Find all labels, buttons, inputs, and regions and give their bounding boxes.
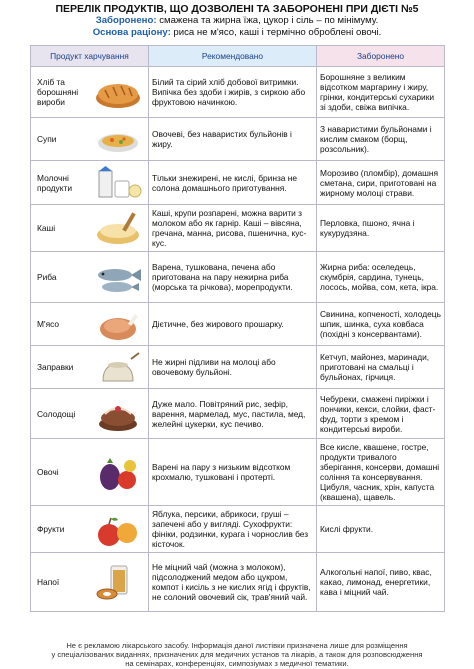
food-cell xyxy=(31,118,149,161)
forbidden-cell: Борошняне з великим відсотком маргарину і жиру, грінки, кондитерські сухарики зі здоби, свіжа випічка. xyxy=(317,67,445,118)
basis-label: Основа раціону: xyxy=(92,27,171,38)
food-name: Солодощі xyxy=(37,408,76,419)
page-title: ПЕРЕЛІК ПРОДУКТІВ, ЩО ДОЗВОЛЕНІ ТА ЗАБОРОНЕНІ ПРИ ДІЄТІ №5 xyxy=(55,3,419,15)
column-header-recommended: Рекомендовано xyxy=(149,46,317,67)
table-row xyxy=(31,506,445,553)
food-name: Фрукти xyxy=(37,524,65,534)
recommended-cell: Овочеві, без наваристих бульйонів і жиру. xyxy=(149,118,317,161)
food-name: Риба xyxy=(37,272,57,282)
basis-text: риса не м'ясо, каші і термічно оброблені овочі. xyxy=(170,27,382,38)
recommended-cell: Варені на пару з низьким відсотком крохмалю, тушковані і протерті. xyxy=(149,439,317,506)
forbidden-summary xyxy=(0,15,474,27)
sauce-icon xyxy=(93,347,143,387)
footer-disclaimer xyxy=(0,641,474,668)
fruits-icon xyxy=(93,509,143,549)
food-cell xyxy=(31,346,149,389)
food-cell xyxy=(31,161,149,205)
forbidden-label: Заборонено: xyxy=(95,15,157,26)
sweets-icon xyxy=(93,394,143,434)
food-name: Молочні продукти xyxy=(37,172,73,193)
table-row xyxy=(31,118,445,161)
food-name: Супи xyxy=(37,134,57,144)
forbidden-cell: Морозиво (пломбір), домашня сметана, сири, приготовані на жирному молоці страви. xyxy=(317,161,445,205)
recommended-cell: Білий та сірий хліб добової витримки. Випічка без здоби і жирів, з сиркою або фруктовою начинкою. xyxy=(149,67,317,118)
diet-table xyxy=(30,45,445,612)
recommended-cell: Каші, крупи розпарені, можна варити з молоком або як гарнір. Каші – вівсяна, гречана, манна, рисова, пшенична, кус-кус. xyxy=(149,205,317,252)
food-cell xyxy=(31,67,149,118)
porridge-icon xyxy=(93,208,143,248)
forbidden-text: смажена та жирна їжа, цукор і сіль – по мінімуму. xyxy=(156,15,379,26)
recommended-cell: Дієтичне, без жирового прошарку. xyxy=(149,303,317,346)
bread-icon xyxy=(93,72,143,112)
table-row xyxy=(31,67,445,118)
column-header-food: Продукт харчування xyxy=(31,46,149,67)
food-cell xyxy=(31,439,149,506)
food-cell xyxy=(31,506,149,553)
food-name: Хліб та борошняні вироби xyxy=(37,77,79,107)
fish-icon xyxy=(93,257,143,297)
forbidden-cell: Жирна риба: оселедець, скумбрія, сардина, тунець, лосось, мойва, сом, кета, ікра. xyxy=(317,252,445,303)
column-header-forbidden: Заборонено xyxy=(317,46,445,67)
vegetables-icon xyxy=(93,452,143,492)
recommended-cell: Не міцний чай (можна з молоком), підсолоджений медом або цукром, компот і кисіль з не кислих ягід і фруктів, не солоний овочевий сік, трав'яний чай. xyxy=(149,553,317,612)
food-name: Напої xyxy=(37,577,60,587)
forbidden-cell: Перловка, пшоно, ячна і кукурудзяна. xyxy=(317,205,445,252)
table-row xyxy=(31,161,445,205)
table-row xyxy=(31,439,445,506)
food-name: Заправки xyxy=(37,362,74,372)
table-row xyxy=(31,346,445,389)
recommended-cell: Варена, тушкована, печена або приготована на пару нежирна риба (морська та річкова), морепродукти. xyxy=(149,252,317,303)
meat-icon xyxy=(93,304,143,344)
food-name: Каші xyxy=(37,223,56,233)
forbidden-cell: Алкогольні напої, пиво, квас, какао, лимонад, енергетики, кава і міцний чай. xyxy=(317,553,445,612)
forbidden-cell: Свинина, копченості, холодець шпик, шинка, суха ковбаса (похідні з консервантами). xyxy=(317,303,445,346)
table-row xyxy=(31,252,445,303)
dairy-icon xyxy=(93,163,143,203)
recommended-cell: Яблука, персики, абрикоси, груші – запечені або у вигляді. Сухофрукти: фініки, родзинки, курага і чорнослив без кісточок. xyxy=(149,506,317,553)
table-row xyxy=(31,389,445,439)
forbidden-cell: З наваристими бульйонами і кислим смаком (борщ, розсольник). xyxy=(317,118,445,161)
food-cell xyxy=(31,205,149,252)
food-cell xyxy=(31,303,149,346)
basis-summary xyxy=(0,27,474,39)
forbidden-cell: Кислі фрукти. xyxy=(317,506,445,553)
soup-icon xyxy=(93,119,143,159)
footer-line: на семінарах, конференціях, симпозіумах з медичної тематики. xyxy=(125,659,349,668)
recommended-cell: Тільки знежирені, не кислі, бринза не солона домашнього приготування. xyxy=(149,161,317,205)
food-cell xyxy=(31,252,149,303)
food-name: М'ясо xyxy=(37,319,60,329)
drinks-icon xyxy=(93,562,143,602)
footer-line: Не є рекламою лікарського засобу. Інформація даної листівки призначена лише для розміщення xyxy=(66,641,408,650)
table-row xyxy=(31,303,445,346)
food-name: Овочі xyxy=(37,467,59,477)
table-row xyxy=(31,553,445,612)
forbidden-cell: Чебуреки, смажені пиріжки і пончики, кекси, слойки, фаст-фуд, торти з кремом і кондитерські вироби. xyxy=(317,389,445,439)
footer-line: у спеціалізованих виданнях, призначених для медичних установ та лікарів, а також для розповсюдження xyxy=(51,650,423,659)
recommended-cell: Дуже мало. Повітряний рис, зефір, варення, мармелад, мус, пастила, мед, желейні цукерки, кус печиво. xyxy=(149,389,317,439)
food-cell xyxy=(31,389,149,439)
table-row xyxy=(31,205,445,252)
recommended-cell: Не жирні підливи на молоці або овочевому бульйоні. xyxy=(149,346,317,389)
header xyxy=(0,0,474,39)
forbidden-cell: Кетчуп, майонез, маринади, приготовані на смальці і бульйонах, гірчиця. xyxy=(317,346,445,389)
forbidden-cell: Все кисле, квашене, гостре, продукти тривалого зберігання, консерви, домашні соління та консервування. Цибуля, часник, хрін, капуста (квашена), щавель. xyxy=(317,439,445,506)
table-header-row xyxy=(31,46,445,67)
food-cell xyxy=(31,553,149,612)
